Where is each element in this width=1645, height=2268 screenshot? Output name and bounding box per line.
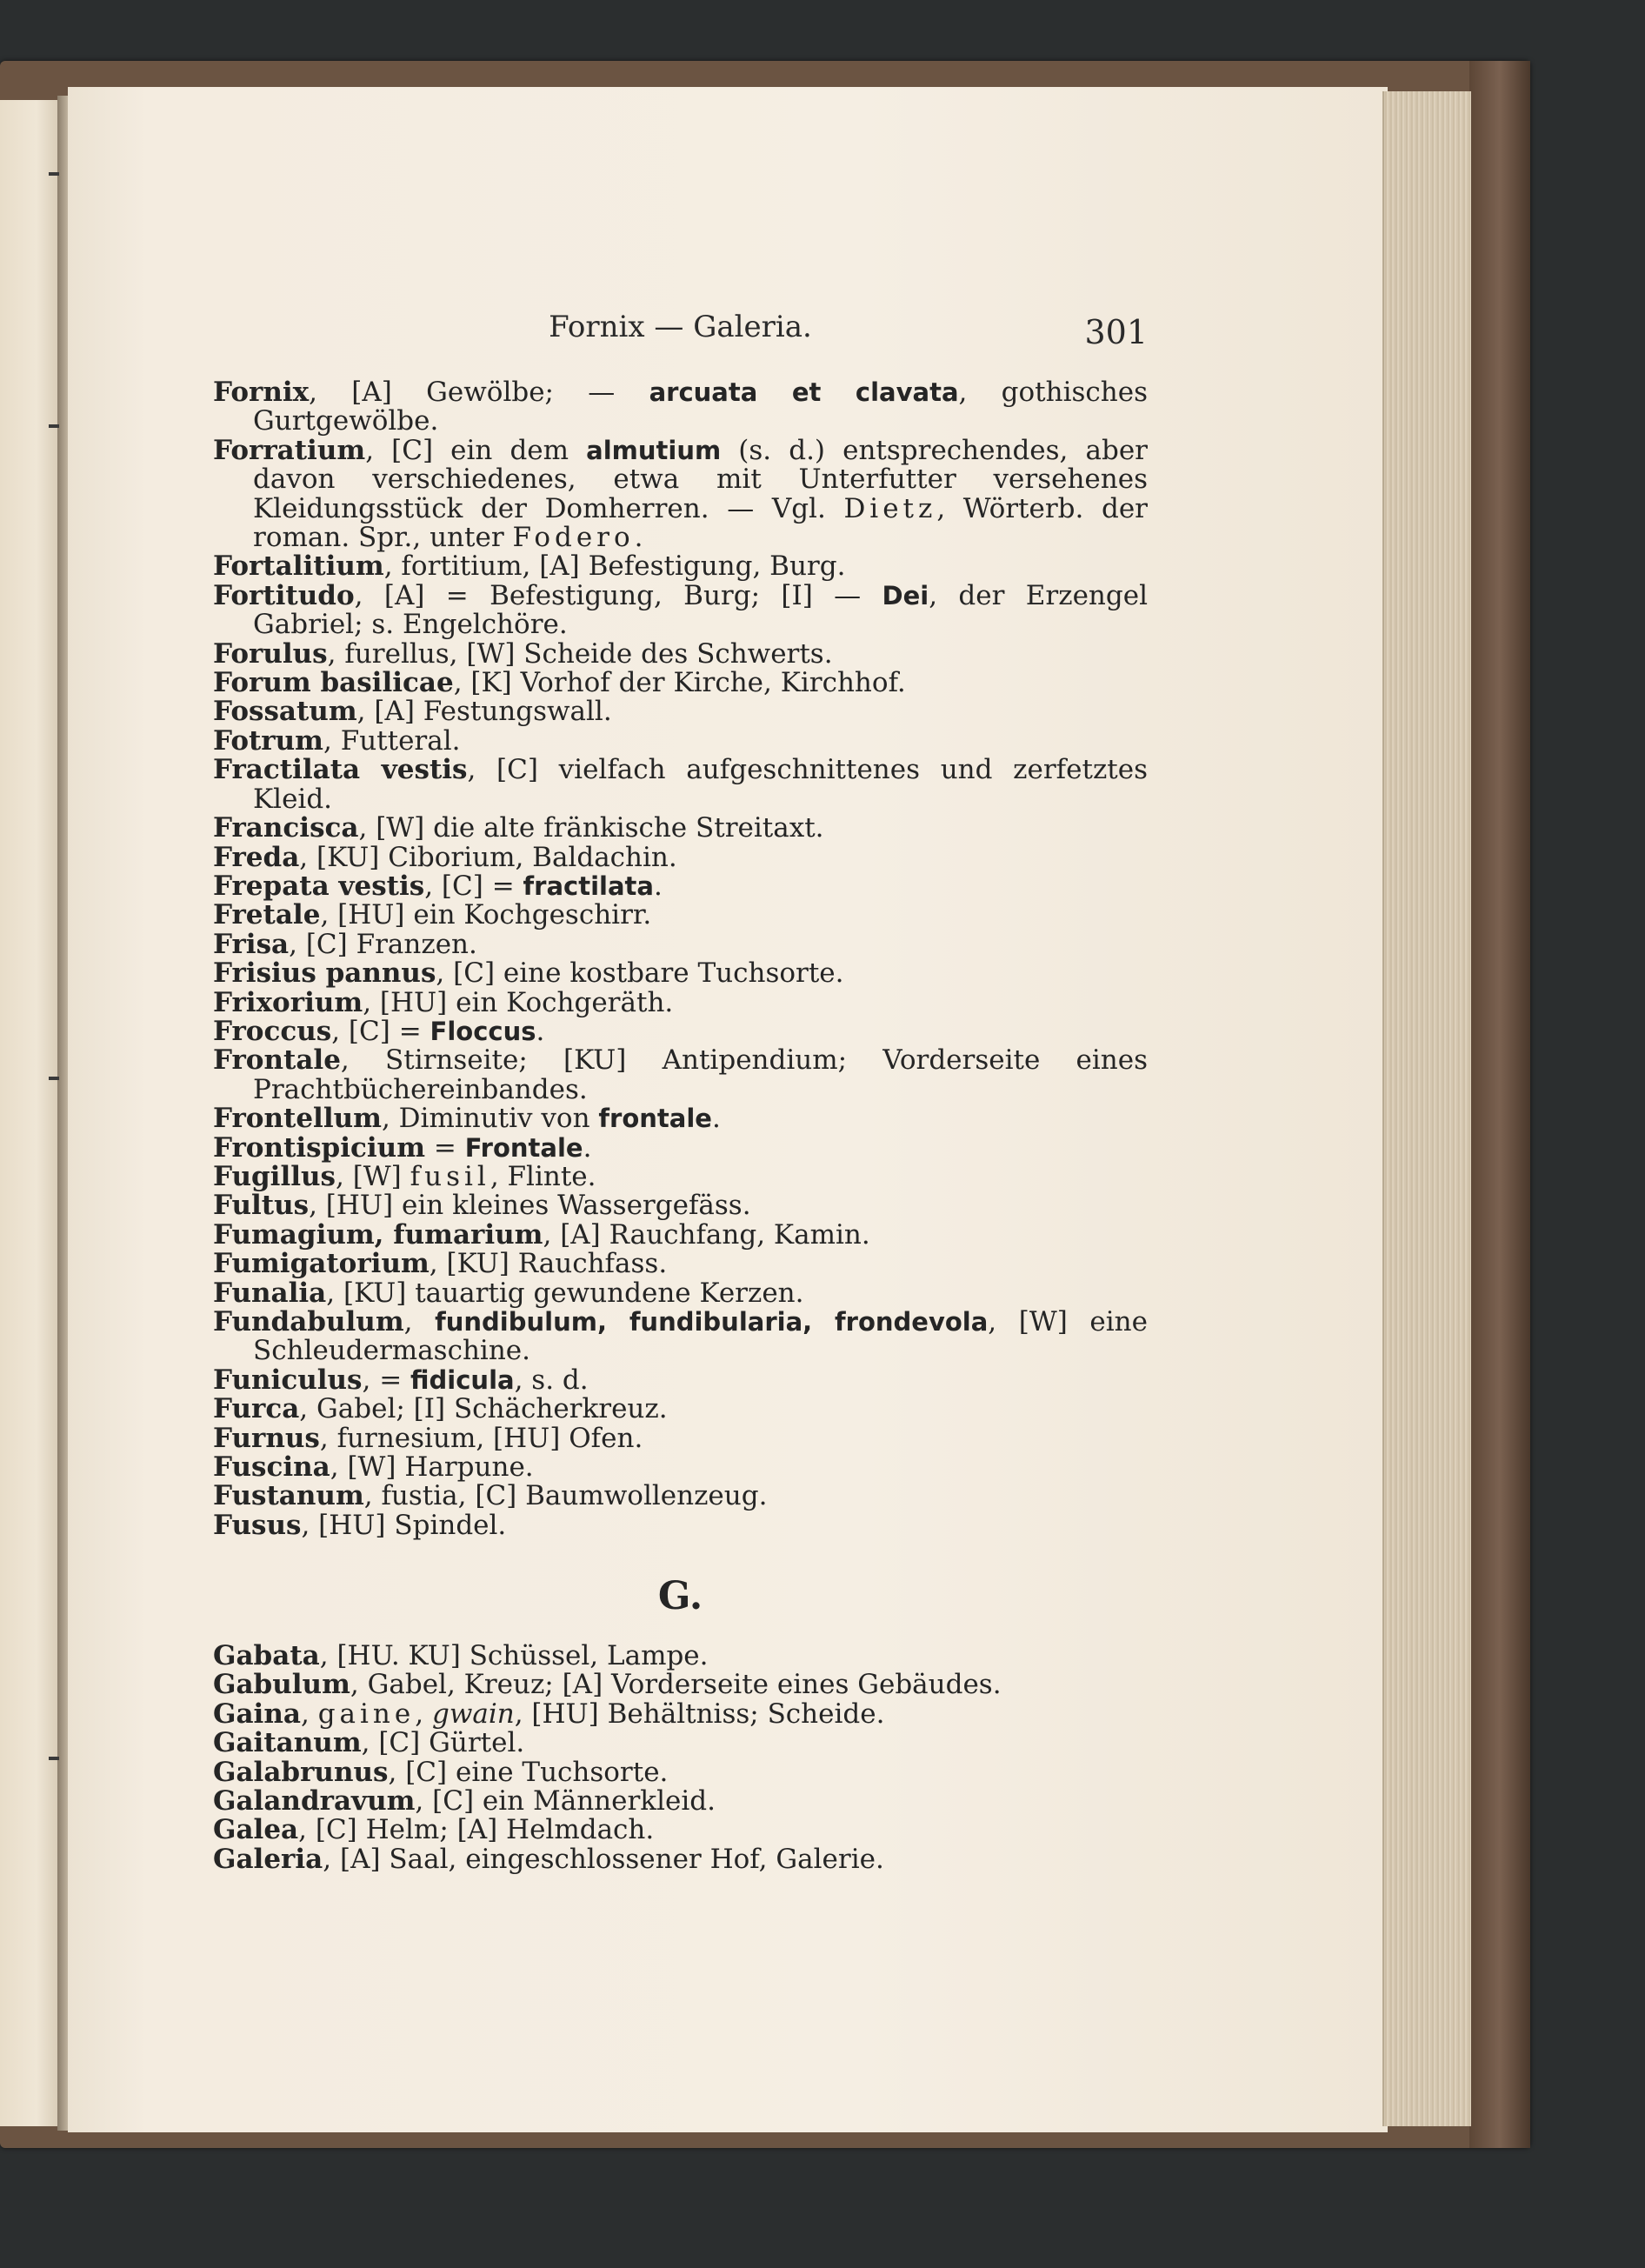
page-mark — [49, 172, 59, 176]
dictionary-entry — [213, 552, 1148, 581]
entry-text: , [W] Harpune. — [330, 1451, 534, 1484]
dictionary-entry — [213, 1758, 1148, 1787]
entry-spaced-term: Fodero — [512, 522, 635, 554]
entry-text: , [C] eine kostbare Tuchsorte. — [436, 957, 844, 990]
dictionary-entry — [213, 1160, 1148, 1192]
entry-term: fidicula — [410, 1364, 515, 1395]
entry-text: , [A] Festungswall. — [356, 696, 612, 728]
dictionary-entry — [213, 378, 1148, 437]
dictionary-entry — [213, 1131, 1148, 1164]
entry-headword: Froccus — [213, 1015, 332, 1047]
dictionary-entry — [213, 1308, 1148, 1366]
entry-text: , [C] Franzen. — [289, 928, 477, 960]
entry-text: , [W] — [336, 1160, 410, 1192]
dictionary-entry — [213, 901, 1148, 930]
entry-text: , [C] eine Tuchsorte. — [388, 1756, 669, 1788]
entry-headword: Frixorium — [213, 986, 363, 1018]
entry-text: , Wörterb. der roman. Spr., unter — [253, 492, 1148, 554]
entry-headword: Funiculus — [213, 1364, 363, 1396]
entry-text: . — [653, 870, 663, 902]
dictionary-entry — [213, 1395, 1148, 1424]
entry-list-g — [213, 1642, 1148, 1874]
entry-headword: Furca — [213, 1393, 300, 1425]
entry-text: , [A] Rauchfang, Kamin. — [543, 1218, 870, 1251]
entry-headword: Fractilata vestis — [213, 754, 468, 786]
entry-text: , [C] Helm; [A] Helmdach. — [298, 1814, 655, 1846]
entry-text: , Gabel; [I] Schächerkreuz. — [299, 1393, 668, 1425]
entry-term: fractilata — [523, 871, 654, 901]
dictionary-entry — [213, 579, 1148, 641]
entry-headword: Fumagium, fumarium — [213, 1218, 543, 1251]
entry-spaced-term: gaine — [317, 1698, 416, 1730]
dictionary-entry — [213, 1279, 1148, 1308]
running-header — [213, 310, 1148, 353]
dictionary-entry — [213, 637, 1148, 670]
entry-text: , [HU. KU] Schüssel, Lampe. — [319, 1640, 709, 1671]
entry-text: , [HU] ein kleines Wassergefäss. — [309, 1190, 751, 1222]
dictionary-entry — [213, 1700, 1148, 1729]
dictionary-entry — [213, 669, 1148, 697]
entry-text: (s. d.) entsprechendes, aber davon verschiedenes, etwa mit Unterfutter versehenes Kleidungsstück der Domherren. — Vgl. — [253, 434, 1148, 524]
dictionary-entry — [213, 1191, 1148, 1220]
entry-term: Floccus — [430, 1016, 536, 1046]
entry-text: , fustia, [C] Baumwollenzeug. — [363, 1480, 768, 1512]
dictionary-entry — [213, 1729, 1148, 1758]
entry-text: , [A] Saal, eingeschlossener Hof, Galerie. — [323, 1843, 884, 1875]
dictionary-entry — [213, 872, 1148, 901]
entry-text: , der Erzengel Gabriel; s. Engelchöre. — [253, 579, 1148, 641]
entry-text: , fortitium, [A] Befestigung, Burg. — [383, 550, 846, 583]
entry-term: Dei — [882, 580, 929, 610]
page-mark — [49, 1757, 59, 1760]
entry-headword: Frontellum — [213, 1103, 382, 1135]
entry-text: , [HU] ein Kochgeschirr. — [320, 899, 652, 931]
entry-headword: Gabata — [213, 1640, 320, 1671]
dictionary-entry — [213, 1816, 1148, 1844]
entry-text: , [HU] Spindel. — [301, 1509, 507, 1541]
entry-text: , [HU] Behältniss; Scheide. — [514, 1698, 885, 1730]
entry-text: . — [634, 522, 643, 554]
entry-text: , [KU] tauartig gewundene Kerzen. — [326, 1277, 804, 1309]
dictionary-entry — [213, 1424, 1148, 1453]
entry-headword: Fundabulum — [213, 1306, 404, 1337]
entry-headword: Fornix — [213, 377, 310, 408]
entry-headword: Funalia — [213, 1277, 327, 1309]
dictionary-entry — [213, 1671, 1148, 1699]
entry-headword: Forulus — [213, 637, 328, 670]
dictionary-entry — [213, 1787, 1148, 1816]
entry-text: , Gabel, Kreuz; [A] Vorderseite eines Gebäudes. — [350, 1669, 1002, 1701]
entry-headword: Frontale — [213, 1044, 341, 1077]
entry-text: , Stirnseite; [KU] Antipendium; Vorderseite eines Prachtbüchereinbandes. — [253, 1044, 1148, 1105]
entry-term: fundibulum, fundibularia, frondevola — [435, 1307, 989, 1337]
entry-text: = — [425, 1131, 465, 1164]
dictionary-entry — [213, 1482, 1148, 1511]
dictionary-entry — [213, 841, 1148, 873]
entry-headword: Fultus — [213, 1190, 310, 1222]
entry-text: , [KU] Ciborium, Baldachin. — [299, 841, 677, 873]
entry-text: , gothisches Gurtgewölbe. — [253, 377, 1148, 437]
dictionary-entry — [213, 434, 1148, 554]
entry-headword: Frontispicium — [213, 1131, 426, 1164]
entry-headword: Fugillus — [213, 1160, 336, 1192]
entry-text: , Futteral. — [323, 724, 461, 757]
dictionary-entry — [213, 814, 1148, 843]
entry-text: . — [583, 1131, 592, 1164]
entry-headword: Gaitanum — [213, 1727, 362, 1759]
entry-headword: Gabulum — [213, 1669, 350, 1701]
entry-text: , [C] ein dem — [365, 434, 587, 466]
dictionary-entry — [213, 697, 1148, 726]
entry-text: . — [536, 1015, 545, 1047]
entry-headword: Frepata vestis — [213, 870, 425, 902]
entry-text: , furellus, [W] Scheide des Schwerts. — [327, 637, 833, 670]
entry-text: , [C] Gürtel. — [361, 1727, 525, 1759]
dictionary-entry — [213, 1845, 1148, 1874]
entry-spaced-term: Dietz — [843, 492, 937, 524]
entry-headword: Galandravum — [213, 1785, 416, 1818]
entry-text: , [C] vielfach aufgeschnittenes und zerfetztes Kleid. — [253, 754, 1148, 815]
entry-text: , Flinte. — [490, 1160, 596, 1192]
entry-text: , — [415, 1698, 432, 1730]
dictionary-entry — [213, 928, 1148, 960]
dictionary-entry — [213, 1642, 1148, 1671]
entry-headword: Fretale — [213, 899, 321, 931]
dictionary-entry — [213, 1250, 1148, 1278]
entry-headword: Fusus — [213, 1509, 302, 1541]
entry-list-f — [213, 378, 1148, 1540]
entry-text: , [HU] ein Kochgeräth. — [363, 986, 674, 1018]
dictionary-entry — [213, 1366, 1148, 1395]
entry-text: , = — [362, 1364, 411, 1396]
entry-term: Frontale — [464, 1132, 583, 1163]
book-spine — [1469, 61, 1530, 2148]
dictionary-entry — [213, 1218, 1148, 1251]
entry-text: , — [403, 1306, 436, 1337]
page-mark — [49, 1077, 59, 1080]
entry-headword: Galeria — [213, 1843, 323, 1875]
entry-italic-term: gwain — [431, 1698, 515, 1730]
entry-text: , [C] = — [424, 870, 523, 902]
dictionary-entry — [213, 1511, 1148, 1540]
entry-headword: Furnus — [213, 1422, 320, 1454]
entry-headword: Forratium — [213, 434, 366, 466]
dictionary-entry — [213, 724, 1148, 757]
entry-term: almutium — [586, 435, 722, 465]
entry-headword: Forum basilicae — [213, 667, 454, 699]
dictionary-entry — [213, 1017, 1148, 1046]
entry-headword: Fumigatorium — [213, 1248, 430, 1280]
entry-headword: Gaina — [213, 1698, 301, 1730]
entry-headword: Frisa — [213, 928, 290, 960]
entry-headword: Freda — [213, 841, 300, 873]
entry-headword: Fotrum — [213, 724, 323, 757]
entry-text: , [A] Gewölbe; — — [309, 377, 649, 408]
entry-headword: Fossatum — [213, 696, 357, 728]
entry-text: , [W] die alte fränkische Streitaxt. — [358, 812, 824, 844]
entry-spaced-term: fusil — [410, 1160, 490, 1192]
entry-headword: Galea — [213, 1814, 299, 1846]
dictionary-entry — [213, 1104, 1148, 1133]
page-number: 301 — [1084, 313, 1148, 351]
entry-text: . — [711, 1103, 721, 1135]
dictionary-entry — [213, 1046, 1148, 1104]
entry-headword: Fortitudo — [213, 579, 355, 611]
entry-headword: Frisius pannus — [213, 957, 436, 990]
dictionary-entry — [213, 959, 1148, 988]
page-mark — [49, 424, 59, 428]
entry-text: , furnesium, [HU] Ofen. — [319, 1422, 643, 1454]
page-edges — [1382, 91, 1471, 2126]
entry-headword: Galabrunus — [213, 1756, 389, 1788]
dictionary-entry — [213, 986, 1148, 1018]
entry-text: , [K] Vorhof der Kirche, Kirchhof. — [453, 667, 906, 699]
running-title: Fornix — Galeria. — [549, 310, 812, 344]
entry-text: , [A] = Befestigung, Burg; [I] — — [354, 579, 882, 611]
dictionary-entry — [213, 1453, 1148, 1482]
entry-term: frontale — [598, 1104, 712, 1134]
entry-text: , [C] = — [331, 1015, 430, 1047]
entry-text: , [KU] Rauchfass. — [429, 1248, 668, 1280]
entry-headword: Francisca — [213, 812, 359, 844]
entry-headword: Fustanum — [213, 1480, 364, 1512]
entry-text: , — [300, 1698, 318, 1730]
entry-text: , s. d. — [514, 1364, 589, 1396]
entry-headword: Fuscina — [213, 1451, 330, 1484]
entry-text: , [W] eine Schleudermaschine. — [253, 1306, 1148, 1367]
left-page-edge — [0, 100, 61, 2126]
section-heading: G. — [657, 1574, 703, 1618]
entry-headword: Fortalitium — [213, 550, 384, 583]
entry-term: arcuata et clavata — [649, 377, 959, 407]
entry-text: , Diminutiv von — [381, 1103, 599, 1135]
dictionary-entry — [213, 756, 1148, 814]
entry-text: , [C] ein Männerkleid. — [415, 1785, 716, 1818]
